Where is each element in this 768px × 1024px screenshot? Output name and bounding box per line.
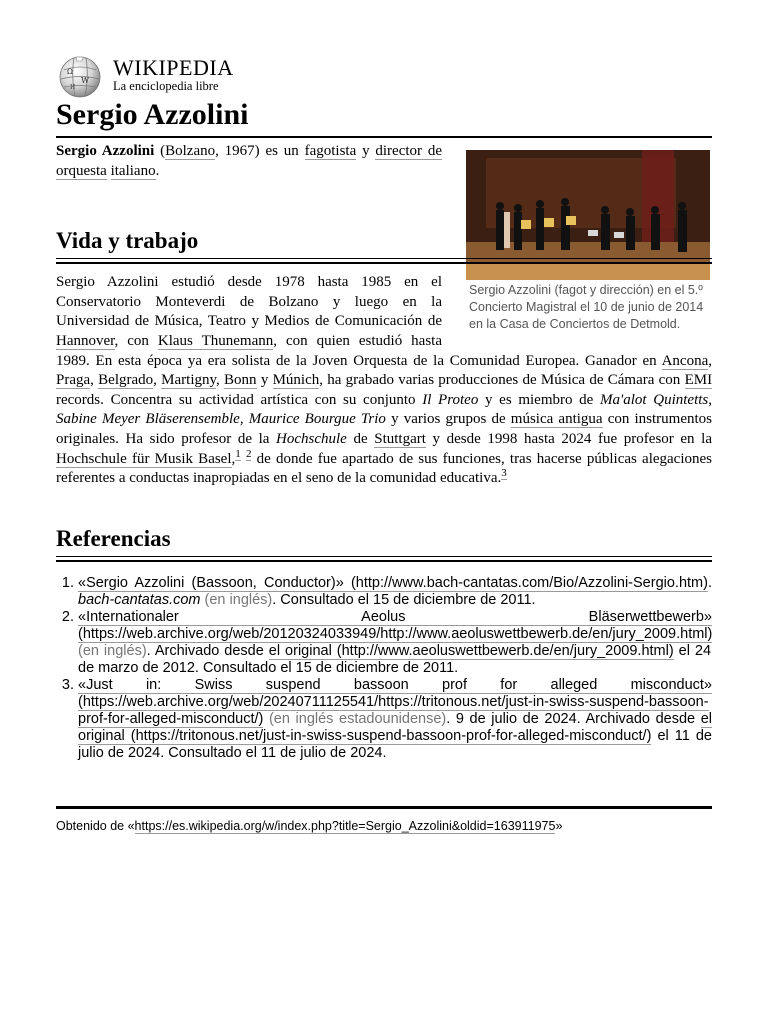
footnote-link-2[interactable]: 2 [245,447,252,460]
svg-text:И: И [70,84,76,91]
text-run: ( [154,143,166,159]
text-run: con instrumentos originales. Ha sido profesor de la [56,411,712,447]
article-content [56,142,712,762]
text-run: , con [114,332,158,349]
text-run: y [356,143,376,159]
ensemble-name: Ma'alot Quintetts [600,391,709,408]
link-belgrado[interactable]: Belgrado [98,372,154,389]
text-run: y [256,372,273,389]
text-run: . Archivado desde [146,642,269,659]
retrieved-from [56,818,562,834]
references-list [56,575,712,762]
text-run: , [90,372,99,389]
link-musica-antigua[interactable]: música antigua [510,411,603,428]
text-run: , [239,411,249,428]
reference-link[interactable]: «Sergio Azzolini (Bassoon, Conductor)» (http://www.bach-cantatas.com/Bio/Azzolini-Sergio.htm) [78,574,708,591]
text-run: . Consultado el 15 de diciembre de 2011. [272,591,536,608]
link-praga[interactable]: Praga [56,372,91,389]
link-hannover[interactable]: Hannover [56,332,115,349]
hochschule-term: Hochschule [276,430,347,447]
reference-item [78,677,712,762]
section-heading-referencias: Referencias [56,525,712,557]
footer-suffix: » [555,819,563,833]
link-hochschule-basel[interactable]: Hochschule für Musik Basel [56,450,232,467]
text-run: . [707,574,712,591]
subject-name: Sergio Azzolini [56,143,155,159]
reference-link[interactable]: «Internationaler Aeolus Bläserwettbewerb» (https://web.archive.org/web/20120324033949/http://www.aeoluswettbewerb.de/en/jury_2009.html) [78,608,713,642]
section-heading-vida-y-trabajo: Vida y trabajo [56,227,712,259]
link-bonn[interactable]: Bonn [224,372,257,389]
text-run: el 24 de marzo de 2012. Consultado el 15 de diciembre de 2011. [78,642,712,676]
text-run: , ha grabado varias producciones de Música de Cámara con [319,372,685,389]
text-run: . [155,162,160,179]
text-run: , [231,450,236,467]
archive-original-link[interactable]: el original (http://www.aeoluswettbewerb.de/en/jury_2009.html) [268,642,674,659]
language-note: (en inglés) [78,642,147,659]
link-ancona[interactable]: Ancona [661,352,709,369]
ensemble-name: Sabine Meyer Bläserensemble [56,411,240,428]
text-run: , 1967) es un [215,143,305,159]
footnote-link-1[interactable]: 1 [235,447,241,460]
text-run: . 9 de julio de 2024. Archivado desde [446,710,701,727]
text-run: el 11 de julio de 2024. Consultado el 11 de julio de 2024. [78,727,712,761]
permanent-link[interactable]: https://es.wikipedia.org/w/index.php?title=Sergio_Azzolini&oldid=163911975 [134,819,556,833]
text-run: , con quien estudió hasta 1989. En esta época ya era solista de la Joven Orquesta de la Comunidad Europea. Ganador en [56,332,662,369]
link-martigny[interactable]: Martigny [161,372,217,389]
link-stuttgart[interactable]: Stuttgart [374,430,426,447]
footnote-link-3[interactable]: 3 [501,467,507,480]
text-run: , [153,372,162,389]
archive-original-link[interactable]: el original (https://tritonous.net/just-in-swiss-suspend-bassoon-prof-for-alleged-misconduct/) [78,710,713,744]
svg-text:Ω: Ω [67,68,73,76]
text-run: y es miembro de [478,391,601,408]
reference-link[interactable]: «Just in: Swiss suspend bassoon prof for alleged misconduct» (https://web.archive.org/web/20240711125541/https://tritonous.net/just-in-swiss-suspend-bassoon-prof-for-alleged-misconduct/) [78,676,712,727]
text-run: de donde fue apartado de sus funciones, tras hacerse públicas alegaciones referentes a conductas inapropiadas en el seno de la comunidad educativa. [56,450,713,487]
puzzle-globe-icon [56,54,104,98]
wikipedia-logo[interactable] [56,54,296,98]
text-run: , [708,391,712,408]
text-run: y varios grupos de [385,411,511,428]
link-italiano[interactable]: italiano [110,162,156,179]
reference-source: bach-cantatas.com [78,591,201,608]
link-klaus-thunemann[interactable]: Klaus Thunemann [157,332,274,349]
footer-prefix: Obtenido de « [56,819,135,833]
link-bolzano[interactable]: Bolzano [165,143,216,159]
text-run: , [708,352,712,369]
footer-divider [56,806,712,809]
text-run: , [216,372,225,389]
text-run: Sergio Azzolini estudió desde 1978 hasta 1985 en el Conservatorio Monteverdi de Bolzano y luego en la Universidad de Música, Teatro y Medios de Comunicación de [56,274,442,330]
figure-caption: Sergio Azzolini (fagot y dirección) en el 5.º Concierto Magistral el 10 de junio de 2014 en la Casa de Conciertos de Detmold. [469,283,704,331]
page-title: Sergio Azzolini [56,98,249,131]
text-run: de [346,430,375,447]
link-fagotista[interactable]: fagotista [304,143,357,159]
link-munich[interactable]: Múnich [272,372,320,389]
ensemble-name: Il Proteo [422,391,479,408]
title-divider [56,136,712,138]
link-emi[interactable]: EMI [684,372,713,389]
lead-paragraph [56,142,442,181]
wordmark: WIKIPEDIA [113,55,234,80]
concert-photo[interactable] [466,150,710,280]
tagline: La enciclopedia libre [113,79,219,93]
reference-item [78,609,712,677]
text-run: y desde 1998 hasta 2024 fue profesor en la [425,430,712,447]
ensemble-name: Maurice Bourgue Trio [248,411,386,428]
svg-text:W: W [81,76,90,85]
link-director-de-orquesta[interactable]: director de orquesta [56,143,442,179]
text-run: records. Concentra su actividad artística con su conjunto [56,391,423,408]
reference-item [78,575,712,609]
language-note: (en inglés estadounidense) [263,710,447,727]
language-note: (en inglés) [200,591,273,608]
